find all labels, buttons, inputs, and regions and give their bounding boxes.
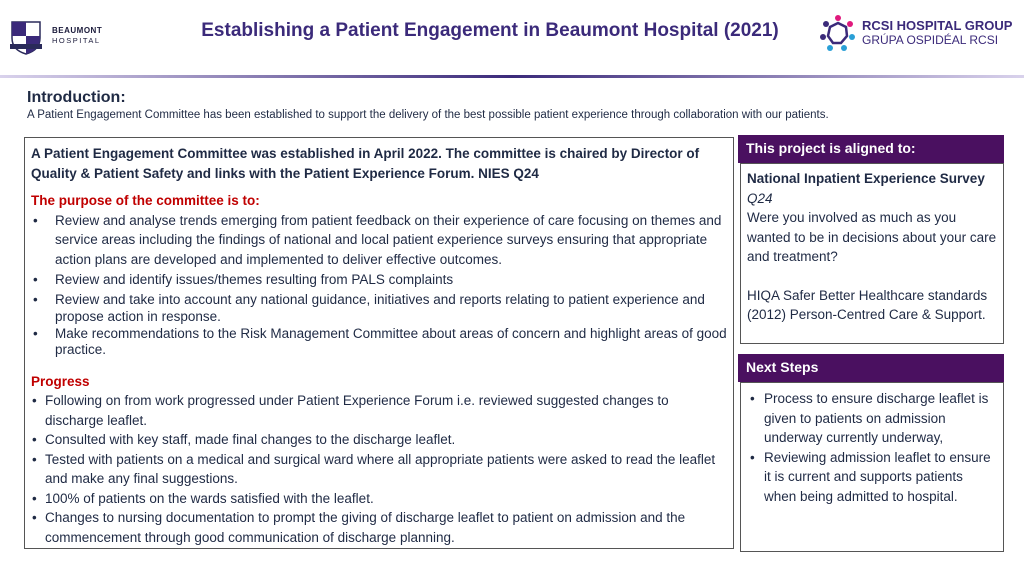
header-divider: [0, 75, 1024, 78]
next-steps-box: [740, 382, 1004, 552]
list-item: • 100% of patients on the wards satisfied with the leaflet.: [31, 489, 727, 509]
rcsi-logo: [818, 12, 1018, 54]
aligned-header: This project is aligned to:: [738, 135, 1004, 163]
list-item: • Review and analyse trends emerging from patient feedback on their experience of care focusing on themes and service areas including the findings of national and local patient experience surveys ensuring that appropriate action plans are developed and implemented to deliver effective outcomes.: [31, 211, 727, 270]
list-item: • Consulted with key staff, made final changes to the discharge leaflet.: [31, 430, 727, 450]
list-item: • Review and take into account any national guidance, initiatives and reports relating to patient experience and propose action in response.: [31, 291, 727, 325]
introduction-section: [27, 89, 1007, 121]
survey-question: Were you involved as much as you wanted to be in decisions about your care and treatment?: [747, 210, 997, 264]
beaumont-logo-line2: HOSPITAL: [52, 36, 101, 45]
aligned-box: [740, 163, 1004, 344]
purpose-list: [31, 211, 727, 358]
purpose-heading: The purpose of the committee is to:: [31, 193, 260, 208]
hospital-crest-icon: [6, 16, 46, 56]
list-item: • Following on from work progressed under Patient Experience Forum i.e. reviewed suggested changes to discharge leaflet.: [31, 391, 727, 430]
next-steps-list: [747, 389, 997, 506]
list-item: • Changes to nursing documentation to prompt the giving of discharge leaflet to patient on admission and the commencement through good communication of discharge planning.: [31, 508, 727, 547]
list-item: • Tested with patients on a medical and surgical ward where all appropriate patients were asked to read the leaflet and make any final suggestions.: [31, 450, 727, 489]
introduction-heading: Introduction:: [27, 89, 126, 106]
progress-list: [31, 391, 727, 547]
introduction-text: A Patient Engagement Committee has been established to support the delivery of the best possible patient experience through collaboration with our patients.: [27, 109, 829, 121]
page-title: Establishing a Patient Engagement in Beaumont Hospital (2021): [201, 20, 779, 41]
beaumont-logo: [6, 14, 116, 58]
list-item: • Reviewing admission leaflet to ensure it is current and supports patients when being admitted to hospital.: [747, 448, 997, 507]
list-item: • Make recommendations to the Risk Management Committee about areas of concern and highlight areas of good practice.: [31, 326, 727, 358]
next-steps-header: Next Steps: [738, 354, 1004, 382]
rcsi-people-icon: [818, 13, 858, 53]
list-item: • Process to ensure discharge leaflet is given to patients on admission underway currently underway,: [747, 389, 997, 448]
header: [0, 0, 1024, 76]
progress-heading: Progress: [31, 373, 90, 389]
survey-question-number: Q24: [747, 190, 773, 206]
hiqa-standards: HIQA Safer Better Healthcare standards (2012) Person-Centred Care & Support.: [747, 287, 988, 322]
committee-intro: A Patient Engagement Committee was established in April 2022. The committee is chaired by Director of Quality & Patient Safety and links with the Patient Experience Forum. NIES Q24: [31, 146, 700, 181]
beaumont-logo-line1: BEAUMONT: [52, 26, 103, 35]
survey-name: National Inpatient Experience Survey: [747, 171, 985, 186]
rcsi-logo-line2: GRÚPA OSPIDÉAL RCSI: [862, 33, 999, 47]
rcsi-logo-line1: RCSI HOSPITAL GROUP: [862, 18, 1013, 33]
list-item: • Review and identify issues/themes resulting from PALS complaints: [31, 270, 727, 290]
committee-box: [24, 137, 734, 549]
